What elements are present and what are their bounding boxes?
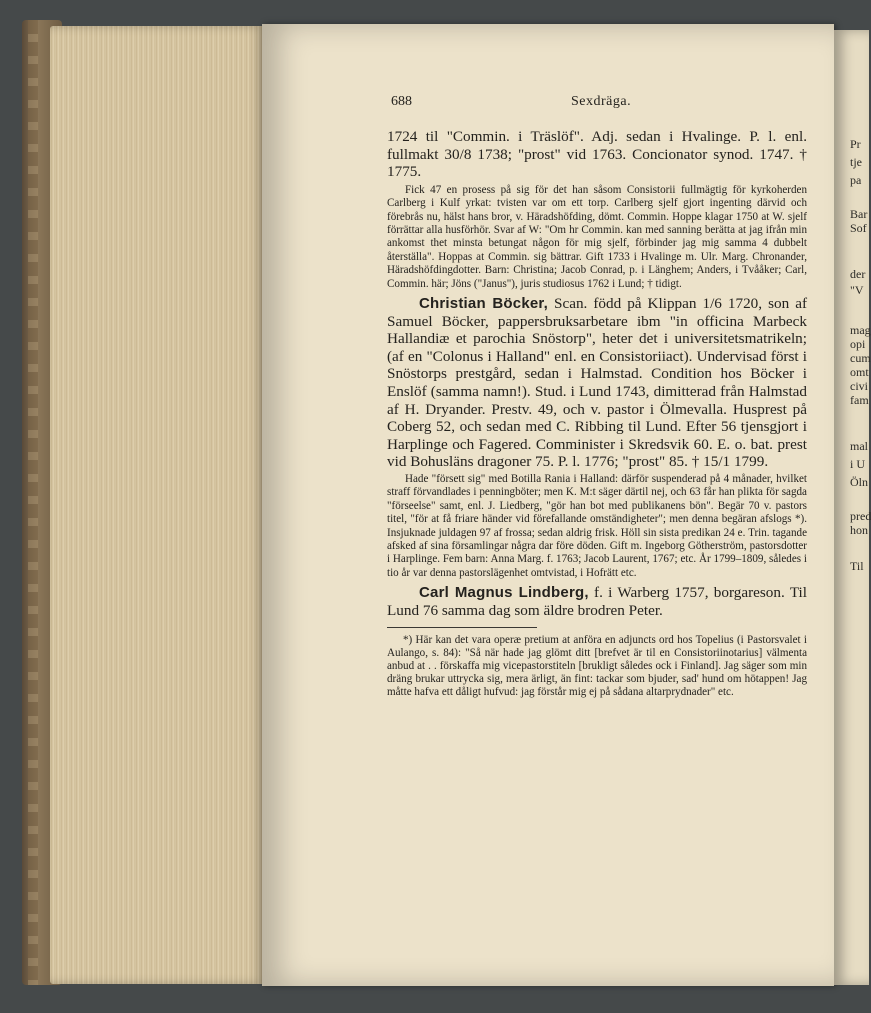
- footnote: *) Här kan det vara operæ pretium at anföra en adjuncts ord hos Topelius (i Pastorsvalet i Aulango, s. 84): "Så när hade jag glömt ditt [brefvet är til en Consistoriinotarius] välmenta anbud at . . förskaffa mig vicepastorstiteln [brukligt således ock i Finland]. Jag säger som min dräng brukar uttrycka sig, mera ärligt, än fint: tackar som bjuder, sad' hund om hötappen! Jag måtte hafva ett dåligt hufvud: jag förstår mig ej på sådana altarprydnader" etc.: [387, 634, 807, 699]
- fragment: Sof: [850, 221, 867, 235]
- fragment: Til: [850, 559, 864, 573]
- fragment: Bar: [850, 207, 868, 221]
- fragment: mal: [850, 439, 868, 453]
- fragment: hon: [850, 523, 868, 537]
- fragment: fam: [850, 393, 869, 407]
- fragment: mag: [850, 323, 871, 337]
- page-content: [387, 94, 807, 699]
- fragment: opi: [850, 337, 866, 351]
- page-number: 688: [391, 94, 412, 109]
- fragment: der: [850, 267, 866, 281]
- fragment: Öln: [850, 475, 868, 489]
- entry-note: Fick 47 en prosess på sig för det han såsom Consistorii fullmägtig för kyrkoherden Carlberg i Kulf yrkat: tvisten var om ett torp. Carlberg sjelf gjort ingenting därvid och förebrås nu, hälst hans bror, v. Häradshöfding, dömt. Commin. Hoppe klagar 1750 at W. sjelf förrättar alla husförhör. Svar af W: "Om hr Commin. kan med sanning berätta at jag ifrån min ankomst thet minsta betungat någon för mig sjelf, förbinder jag mig samma 4 dubbelt återställa". Hoppas at Commin. sig bättrar. Gift 1733 i Hvalinge m. Ulr. Marg. Chronander, Häradshöfdingdotter. Barn: Christina; Jacob Conrad, p. i Länghem; Anders, i Tvååker; Carl, Commin. här; Jöns ("Janus"), juris studiosus 1762 i Lund; † tidigt.: [387, 183, 807, 290]
- fragment: tje: [850, 155, 862, 169]
- entry-text: Scan. född på Klippan 1/6 1720, son af Samuel Böcker, pappersbruksarbetare ibm "in officina Marbeck Hallandiæ et parochia Snöstorp", heter det i universitetsmatrikeln; (af en "Colonus i Halland" enl. en Consistoriiact). Undervisad först i Snöstorps prestgård, sedan i Halmstad. Condition hos Böcker i Enslöf (samma namn!). Stud. i Lund 1743, dimitterad från Halmstad af H. Dryander. Prestv. 49, och v. pastor i Ölmevalla. Husprest på Coberg 52, och sedan med C. Ribbing til Lund. Efter 56 tjensgjort i Harplinge och Fagered. Comminister i Skredsvik 60. E. o. bat. prest vid Bohusläns dragoner 75. P. l. 1776; "prost" 85. † 15/1 1799.: [387, 295, 807, 471]
- entry-note: Hade "försett sig" med Botilla Rania i Halland: därför suspenderad på 4 månader, hvilket straff förvandlades i penningböter; men K. M:t säger därtil nej, och 63 får han plikta för sagda "förseelse" samt, enl. J. Liedberg, "gör han bot med publikanens bön". Begär 70 v. pastors titel, "för at få friare händer vid förefallande omständigheter"; men denna begäran afslogs *). Insjuknade juldagen 97 af frossa; sedan aldrig frisk. Höll sin sista predikan 24 e. Trin. tagande afsked af sina församlingar några dar före döden. Gift m. Ingeborg Götherström, pastorsdotter i Harplinge. Fem barn: Anna Marg. f. 1763; Jacob Laurent, 1767; etc. År 1799–1809, således i tio år var denna pastorslägenhet omtvistad, i Hofrätt etc.: [387, 472, 807, 579]
- next-page-edge: [834, 30, 869, 985]
- entry-paragraph: [387, 584, 807, 619]
- page-header: [387, 94, 807, 116]
- page-title: Sexdräga.: [571, 94, 632, 109]
- fragment: cum: [850, 351, 871, 365]
- entry-paragraph: 1724 til "Commin. i Träslöf". Adj. sedan i Hvalinge. P. l. enl. fullmakt 30/8 1738; "prost" vid 1763. Concionator synod. 1747. † 1775.: [387, 128, 807, 181]
- fragment: omt: [850, 365, 869, 379]
- entry-text: f. i Warberg 1757, borgareson. Til Lund 76 samma dag som äldre brodren Peter.: [387, 584, 807, 619]
- fragment: "V: [850, 283, 864, 297]
- footnote-divider: [387, 627, 537, 628]
- fragment: i U: [850, 457, 865, 471]
- person-name: Christian Böcker,: [419, 295, 548, 313]
- book-page: [262, 24, 834, 986]
- fragment: Pr: [850, 137, 861, 151]
- entry-paragraph: [387, 295, 807, 471]
- person-name: Carl Magnus Lindberg,: [419, 584, 589, 602]
- page-stack-edge: [50, 26, 264, 984]
- fragment: pa: [850, 173, 862, 187]
- fragment: pred: [850, 509, 871, 523]
- fragment: civi: [850, 379, 868, 393]
